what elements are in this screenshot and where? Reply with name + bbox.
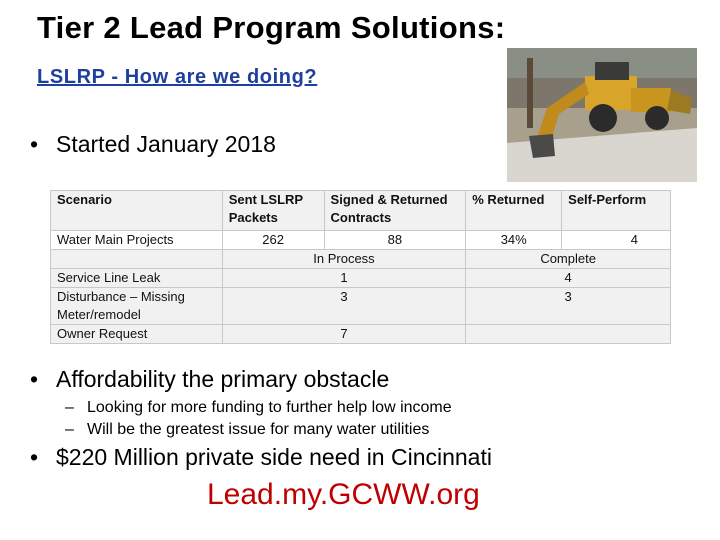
bullet-affordability: • Affordability the primary obstacle [30,366,390,392]
table-row [51,288,671,325]
water-main-signed: 88 [324,231,466,250]
row-complete [466,325,671,344]
water-main-self: 4 [562,231,671,250]
table-row [51,325,671,344]
table-row [51,231,671,250]
page-title: Tier 2 Lead Program Solutions: [37,10,506,45]
water-main-label: Water Main Projects [51,231,223,250]
row-label: Disturbance – Missing Meter/remodel [51,288,223,325]
table-row [51,269,671,288]
lslrp-table [50,190,671,344]
bullet-started: • Started January 2018 [30,131,276,157]
header-self-perform: Self-Perform [562,191,671,231]
row-complete: 4 [466,269,671,288]
subheader-complete: Complete [466,250,671,269]
water-main-sent: 262 [222,231,324,250]
header-signed: Signed & Returned Contracts [324,191,466,231]
page-subtitle[interactable]: LSLRP - How are we doing? [37,66,318,88]
row-label: Owner Request [51,325,223,344]
sub-bullet-greatest-issue: – Will be the greatest issue for many water utilities [65,421,430,438]
program-website-link[interactable]: Lead.my.GCWW.org [207,478,480,511]
row-in-process: 7 [222,325,466,344]
backhoe-photo [507,48,697,182]
subheader-in-process: In Process [222,250,466,269]
water-main-pct: 34% [466,231,562,250]
table-header-row [51,191,671,231]
row-complete: 3 [466,288,671,325]
table-subheader-row [51,250,671,269]
row-in-process: 3 [222,288,466,325]
header-scenario: Scenario [51,191,223,231]
subheader-blank [51,250,223,269]
header-pct-returned: % Returned [466,191,562,231]
row-label: Service Line Leak [51,269,223,288]
row-in-process: 1 [222,269,466,288]
header-sent: Sent LSLRP Packets [222,191,324,231]
bullet-funding-need: • $220 Million private side need in Cincinnati [30,444,492,470]
sub-bullet-funding: – Looking for more funding to further help low income [65,399,452,416]
